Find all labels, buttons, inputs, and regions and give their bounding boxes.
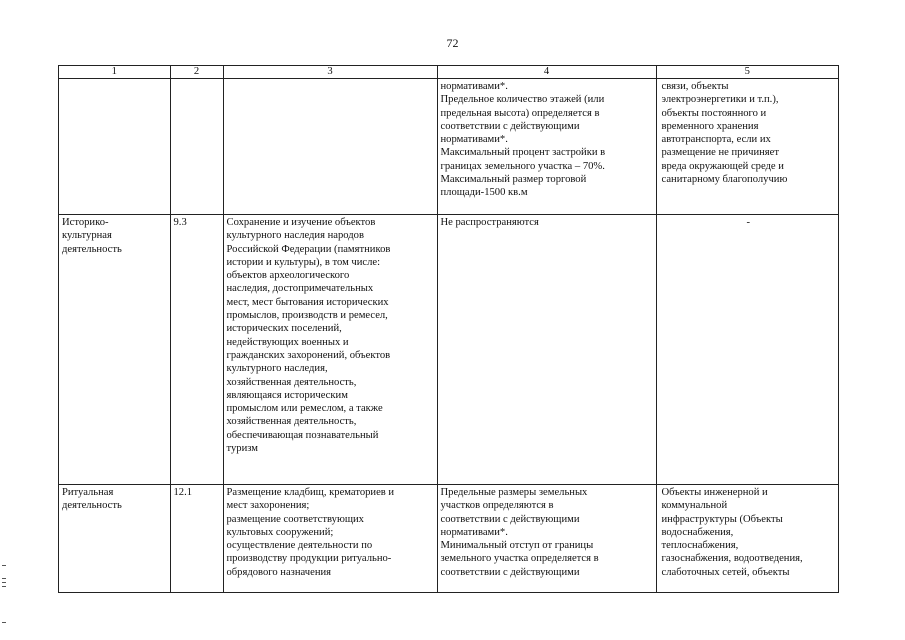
activity-name-cell: Ритуальная деятельность <box>59 485 170 594</box>
scan-margin-mark <box>2 622 6 623</box>
parameters-cell: Предельные размеры земельных участков определяются в соответствии с действующими нормативами*. Минимальный отступ от границы земельного участка определяется в соответствии с действующими <box>437 485 656 594</box>
page-number: 72 <box>446 36 459 50</box>
activity-description-cell <box>223 79 437 215</box>
table-row <box>59 79 838 215</box>
zoning-table <box>59 66 838 593</box>
activity-name-cell <box>59 79 170 215</box>
activity-name-cell: Историко- культурная деятельность <box>59 215 170 485</box>
header-cell-1: 1 <box>59 66 170 79</box>
auxiliary-objects-cell: Объекты инженерной и коммунальной инфраструктуры (Объекты водоснабжения, теплоснабжения, газоснабжения, водоотведения, слаботочных сетей, объекты <box>656 485 838 594</box>
scan-margin-mark <box>2 565 6 566</box>
scan-margin-mark <box>2 586 6 587</box>
parameters-cell: нормативами*. Предельное количество этажей (или предельная высота) определяется в соответствии с действующими нормативами*. Максимальный процент застройки в границах земельного участка – 70%. Максимальный размер торговой площади-1500 кв.м <box>437 79 656 215</box>
header-cell-2: 2 <box>170 66 223 79</box>
zoning-table-sheet <box>58 65 839 593</box>
header-cell-4: 4 <box>437 66 656 79</box>
activity-code-cell: 12.1 <box>170 485 223 594</box>
table-row <box>59 215 838 485</box>
scan-margin-mark <box>2 578 6 579</box>
table-header-row <box>59 66 838 79</box>
auxiliary-objects-cell: связи, объекты электроэнергетики и т.п.), объекты постоянного и временного хранения автотранспорта, если их размещение не причиняет вреда окружающей среде и санитарному благополучию <box>656 79 838 215</box>
activity-description-cell: Размещение кладбищ, крематориев и мест захоронения; размещение соответствующих культовых сооружений; осуществление деятельности по производству продукции ритуально- обрядового назначения <box>223 485 437 594</box>
auxiliary-objects-cell: - <box>656 215 838 485</box>
parameters-cell: Не распространяются <box>437 215 656 485</box>
header-cell-3: 3 <box>223 66 437 79</box>
activity-code-cell: 9.3 <box>170 215 223 485</box>
activity-code-cell <box>170 79 223 215</box>
header-cell-5: 5 <box>656 66 838 79</box>
scan-margin-mark <box>2 582 6 583</box>
activity-description-cell: Сохранение и изучение объектов культурного наследия народов Российской Федерации (памятников истории и культуры), в том числе: объектов археологического наследия, достопримечательных мест, мест бытования исторических промыслов, производств и ремесел, исторических поселений, недействующих военных и гражданских захоронений, объектов культурного наследия, хозяйственная деятельность, являющаяся историческим промыслом или ремеслом, а также хозяйственная деятельность, обеспечивающая познавательный туризм <box>223 215 437 485</box>
table-row <box>59 485 838 594</box>
